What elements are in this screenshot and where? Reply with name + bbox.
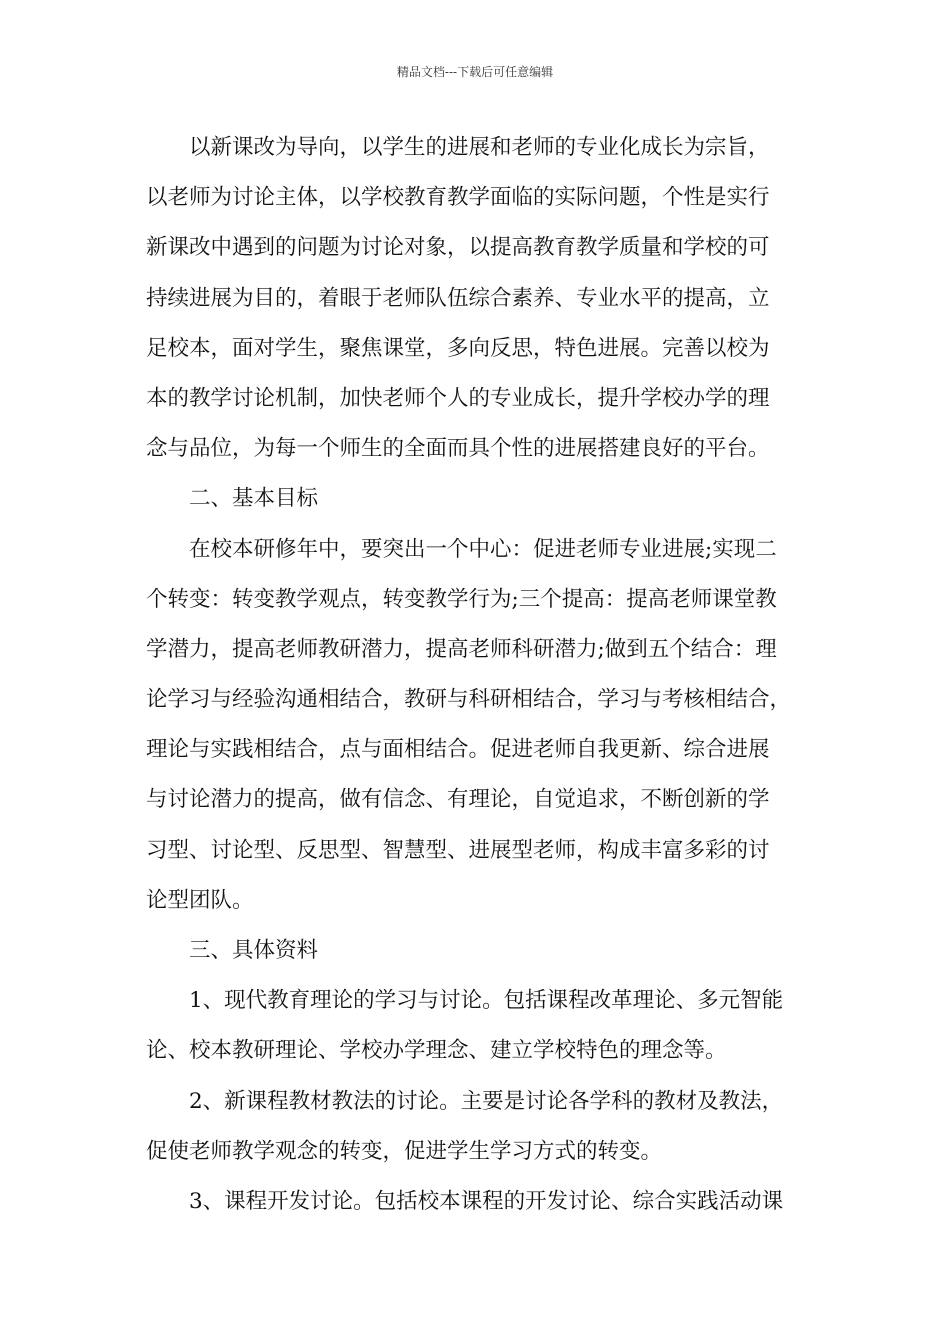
- document-body: [146, 130, 806, 1234]
- text-line: 本的教学讨论机制，加快老师个人的专业成长，提升学校办学的理: [146, 385, 770, 411]
- text-line: 个转变：转变教学观点，转变教学行为;三个提高：提高老师课堂教: [146, 586, 777, 612]
- text-line: 理论与实践相结合，点与面相结合。促进老师自我更新、综合进展: [146, 737, 770, 763]
- text-line: 二、基本目标: [189, 486, 319, 512]
- text-line: 新课改中遇到的问题为讨论对象，以提高教育教学质量和学校的可: [146, 235, 770, 261]
- text-line: 念与品位，为每一个师生的全面而具个性的进展搭建良好的平台。: [146, 436, 770, 462]
- text-line: 1、现代教育理论的学习与讨论。包括课程改革理论、多元智能: [189, 988, 784, 1014]
- text-line: 论、校本教研理论、学校办学理念、建立学校特色的理念等。: [146, 1038, 727, 1064]
- text-line: 以新课改为导向，以学生的进展和老师的专业化成长为宗旨，: [189, 135, 770, 160]
- page-header: 精品文档---下载后可任意编辑: [396, 65, 554, 79]
- text-line: 学潜力，提高老师教研潜力，提高老师科研潜力;做到五个结合：理: [146, 636, 777, 662]
- text-line: 促使老师教学观念的转变，促进学生学习方式的转变。: [146, 1138, 663, 1164]
- text-line: 三、具体资料: [189, 938, 319, 963]
- text-line: 在校本研修年中，要突出一个中心：促进老师专业进展;实现二: [189, 536, 777, 562]
- text-line: 持续进展为目的，着眼于老师队伍综合素养、专业水平的提高，立: [146, 285, 770, 311]
- text-line: 2、新课程教材教法的讨论。主要是讨论各学科的教材及教法，: [189, 1088, 784, 1114]
- text-line: 论学习与经验沟通相结合，教研与科研相结合，学习与考核相结合，: [146, 687, 792, 713]
- text-line: 以老师为讨论主体，以学校教育教学面临的实际问题，个性是实行: [146, 185, 770, 211]
- text-line: 与讨论潜力的提高，做有信念、有理论，自觉追求，不断创新的学: [146, 787, 770, 813]
- text-line: 足校本，面对学生，聚焦课堂，多向反思，特色进展。完善以校为: [146, 335, 770, 361]
- text-line: 论型团队。: [146, 887, 254, 913]
- text-line: 习型、讨论型、反思型、智慧型、进展型老师，构成丰富多彩的讨: [146, 837, 770, 863]
- text-line: 3、课程开发讨论。包括校本课程的开发讨论、综合实践活动课: [189, 1188, 784, 1214]
